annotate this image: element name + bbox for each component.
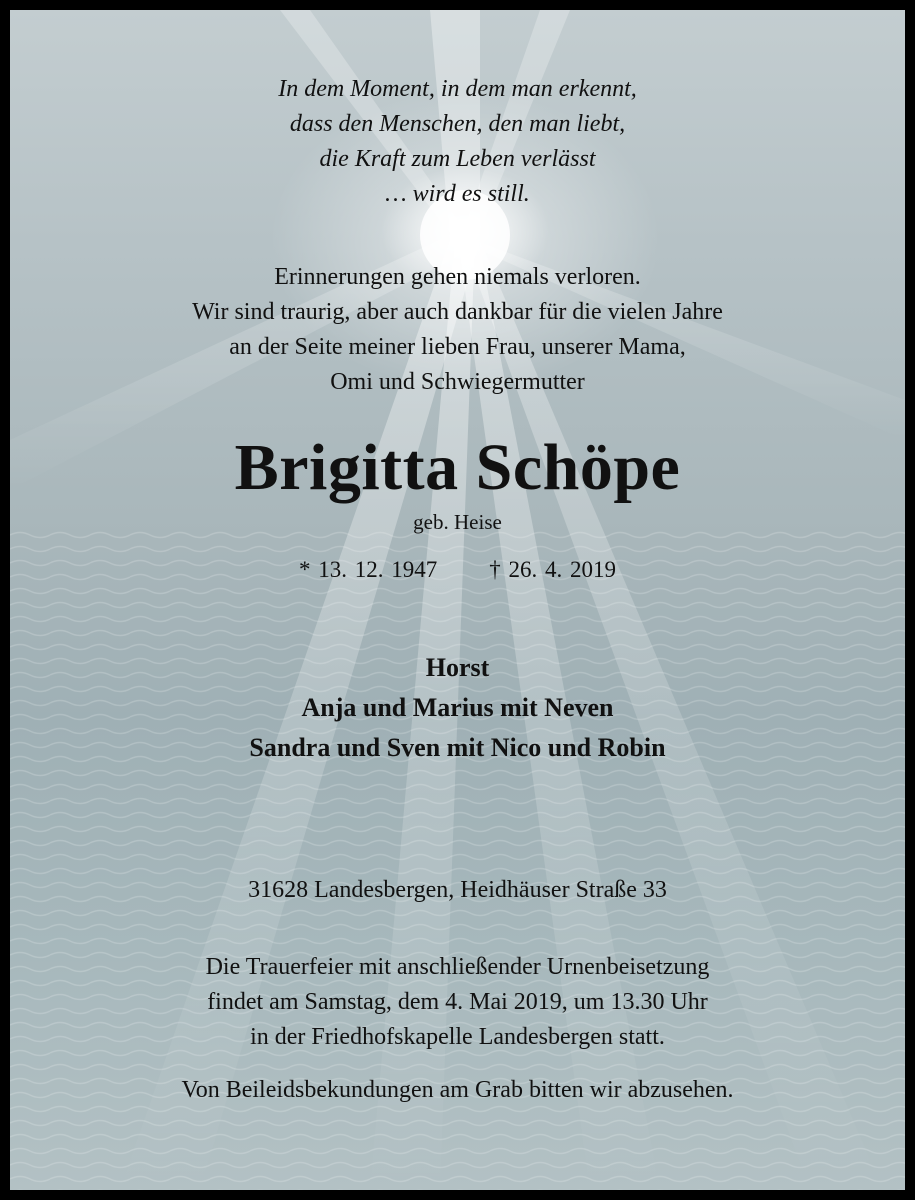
birth-date: * 13. 12. 1947 [299, 557, 438, 582]
funeral-info [10, 950, 905, 1055]
address: 31628 Landesbergen, Heidhäuser Straße 33 [248, 877, 667, 903]
intro-line: an der Seite meiner lieben Frau, unserer Mama, [229, 334, 686, 360]
funeral-line: in der Friedhofskapelle Landesbergen statt. [250, 1024, 665, 1050]
death-date: † 26. 4. 2019 [489, 557, 616, 582]
obituary-card [10, 10, 905, 1190]
family-members [10, 648, 905, 768]
family-line: Anja und Marius mit Neven [301, 693, 614, 722]
intro-text [10, 260, 905, 400]
condolence-note: Von Beileidsbekundungen am Grab bitten wir abzusehen. [181, 1077, 734, 1103]
poem [10, 72, 905, 212]
maiden-name: geb. Heise [413, 510, 502, 534]
intro-line: Wir sind traurig, aber auch dankbar für die vielen Jahre [192, 299, 723, 325]
deceased-name: Brigitta Schöpe [234, 431, 681, 504]
family-line: Sandra und Sven mit Nico und Robin [249, 733, 666, 762]
intro-line: Omi und Schwiegermutter [330, 369, 585, 395]
poem-line: In dem Moment, in dem man erkennt, [278, 76, 637, 102]
funeral-line: Die Trauerfeier mit anschließender Urnenbeisetzung [205, 954, 710, 980]
poem-line: dass den Menschen, den man liebt, [289, 111, 626, 137]
life-dates [10, 555, 905, 585]
poem-line: die Kraft zum Leben verlässt [319, 146, 596, 172]
intro-line: Erinnerungen gehen niemals verloren. [274, 264, 641, 290]
family-line: Horst [425, 653, 490, 682]
poem-line: … wird es still. [385, 181, 530, 207]
funeral-line: findet am Samstag, dem 4. Mai 2019, um 13.30 Uhr [207, 989, 708, 1015]
